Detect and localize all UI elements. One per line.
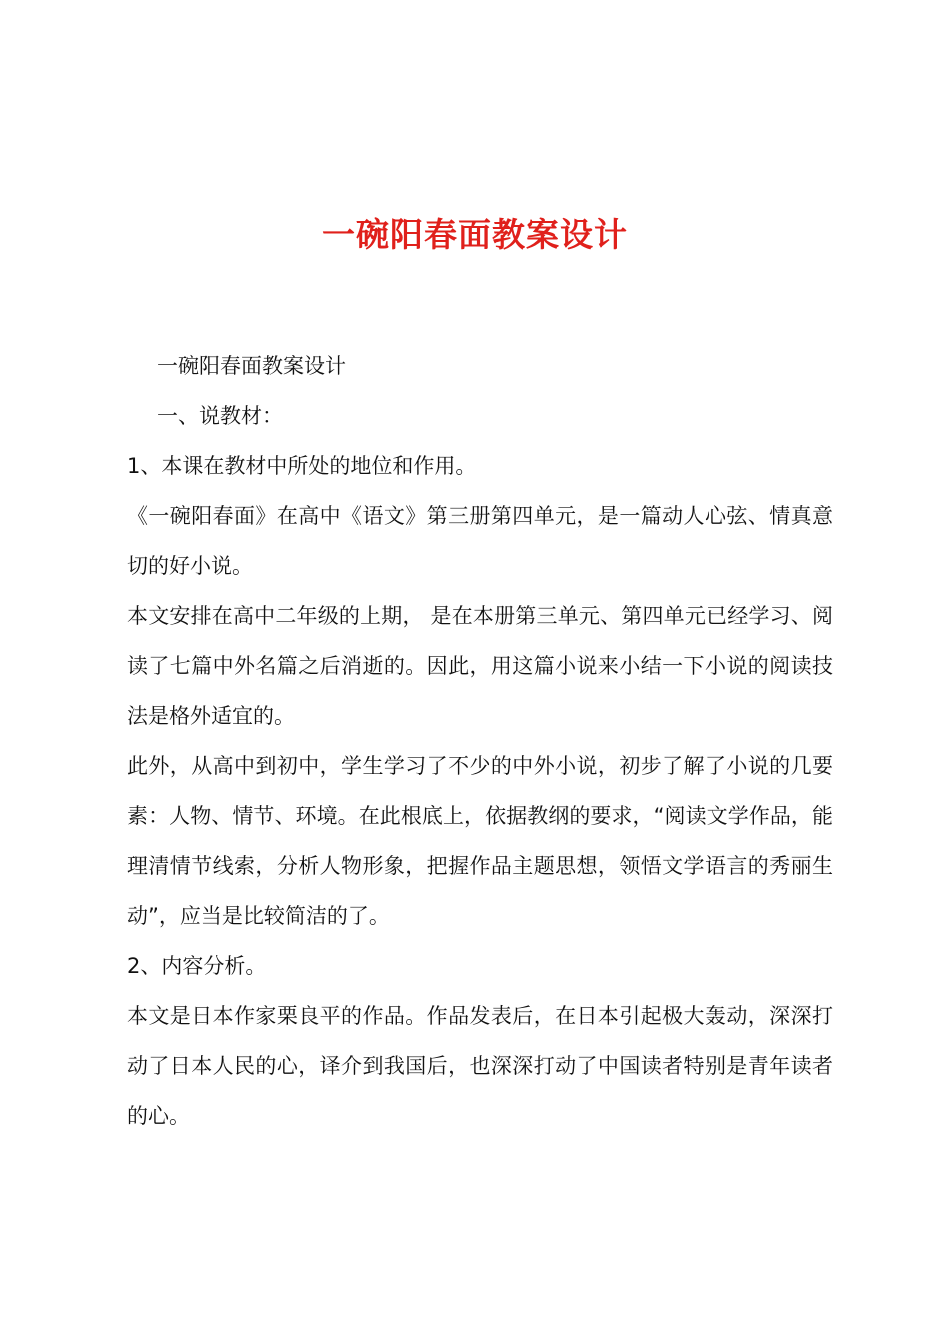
paragraph: 本文是日本作家栗良平的作品。作品发表后，在日本引起极大轰动，深深打动了日本人民的心，译介到我国后，也深深打动了中国读者特别是青年读者的心。 [127,1004,833,1128]
paragraph: 一碗阳春面教案设计 [157,354,346,378]
paragraph: 一、说教材： [157,404,283,428]
document-body [127,341,833,1141]
paragraph: 1、本课在教材中所处的地位和作用。 [127,454,477,478]
paragraph: 此外，从高中到初中，学生学习了不少的中外小说，初步了解了小说的几要素：人物、情节、环境。在此根底上，依据教纲的要求，“阅读文学作品，能理清情节线索，分析人物形象，把握作品主题思想，领悟文学语言的秀丽生动”，应当是比较简洁的了。 [127,754,833,928]
paragraph: 2、内容分析。 [127,954,267,978]
paragraph: 《一碗阳春面》在高中《语文》第三册第四单元，是一篇动人心弦、情真意切的好小说。 [127,504,833,578]
document-title: 一碗阳春面教案设计 [322,215,628,254]
paragraph: 本文安排在高中二年级的上期， 是在本册第三单元、第四单元已经学习、阅读了七篇中外名篇之后消逝的。因此，用这篇小说来小结一下小说的阅读技法是格外适宜的。 [127,604,833,728]
